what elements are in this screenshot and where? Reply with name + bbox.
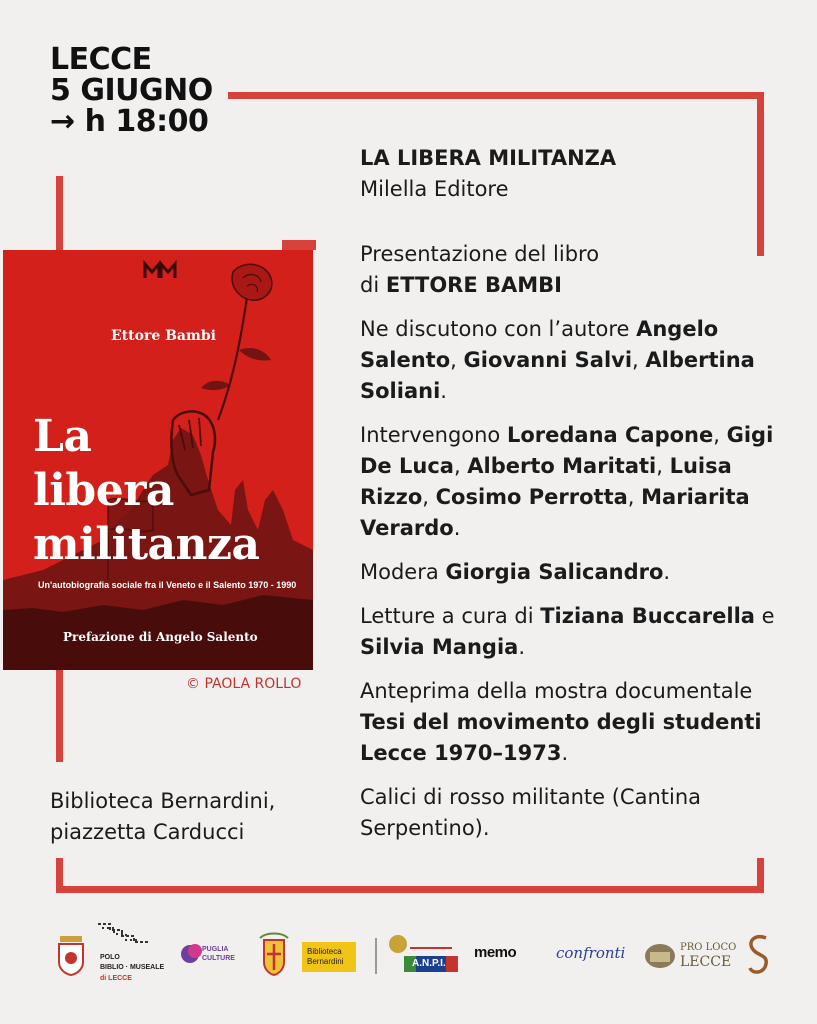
speakers-prefix: Intervengono bbox=[360, 423, 507, 447]
biblioteca-line: Biblioteca bbox=[307, 947, 342, 956]
presentation bbox=[360, 239, 800, 301]
reader-name: Tiziana Buccarella bbox=[540, 604, 755, 628]
separator: . bbox=[440, 379, 447, 403]
puglia-p-icon bbox=[180, 940, 204, 968]
separator: , bbox=[713, 423, 727, 447]
moderator-name: Giorgia Salicandro bbox=[445, 560, 664, 584]
speakers bbox=[360, 420, 800, 544]
puglia-line: PUGLIA bbox=[202, 946, 229, 953]
speaker-name: Loredana Capone bbox=[506, 423, 714, 447]
provincia-crest-icon bbox=[258, 932, 290, 976]
confronti-logo: confronti bbox=[556, 944, 626, 962]
cover-subtitle: Un'autobiografia sociale fra il Veneto e il Salento 1970 - 1990 bbox=[38, 580, 297, 590]
proloco-arch-icon bbox=[644, 942, 676, 970]
cantina-serpentino-icon bbox=[744, 932, 774, 978]
frame-left-bottom-line bbox=[56, 858, 63, 893]
puglia-culture-logo bbox=[180, 940, 242, 970]
frame-bottom-line bbox=[56, 886, 764, 893]
separator: , bbox=[453, 454, 468, 478]
drinks: Calici di rosso militante (Cantina Serpentino). bbox=[360, 785, 702, 840]
moderator-prefix: Modera bbox=[360, 560, 446, 584]
venue bbox=[50, 786, 275, 848]
exhibit bbox=[360, 676, 800, 769]
memo-logo: memo bbox=[474, 944, 517, 961]
anpi-text: A.N.P.I. bbox=[412, 958, 446, 969]
polo-biblio-museale-logo bbox=[96, 920, 166, 990]
cover-preface: Prefazione di Angelo Salento bbox=[63, 630, 258, 644]
milella-logo-icon bbox=[143, 260, 177, 280]
presentation-prefix: Presentazione del libro bbox=[360, 242, 600, 266]
separator: . bbox=[663, 560, 671, 584]
venue-line: piazzetta Carducci bbox=[50, 820, 245, 844]
frame-right-bottom-line bbox=[757, 858, 764, 893]
separator: e bbox=[754, 604, 775, 628]
event-city: LECCE bbox=[50, 42, 152, 77]
reader-name: Silvia Mangia bbox=[360, 635, 519, 659]
event-time: → h 18:00 bbox=[50, 104, 209, 139]
sponsor-logos bbox=[0, 918, 817, 1008]
separator: , bbox=[632, 348, 646, 372]
separator: . bbox=[518, 635, 525, 659]
proloco-line: LECCE bbox=[680, 954, 732, 970]
frame-top-line bbox=[228, 92, 764, 99]
polo-line: POLO bbox=[100, 954, 120, 961]
anpi-badge-icon bbox=[388, 934, 460, 976]
separator: . bbox=[561, 741, 569, 765]
speaker-name: Alberto Maritati bbox=[467, 454, 657, 478]
separator: , bbox=[627, 485, 642, 509]
comune-crest-icon bbox=[56, 934, 86, 976]
readings-prefix: Letture a cura di bbox=[360, 604, 541, 628]
author-name: ETTORE BAMBI bbox=[385, 273, 562, 297]
discussants bbox=[360, 314, 800, 407]
readings bbox=[360, 601, 800, 663]
speaker-name: Gigi De Luca bbox=[360, 423, 774, 478]
separator: , bbox=[450, 348, 464, 372]
cover-title-line: libera bbox=[33, 465, 174, 516]
exhibit-title: Tesi del movimento degli studenti Lecce 1970–1973 bbox=[360, 710, 762, 765]
cover-title bbox=[33, 410, 260, 572]
proloco-line: PRO LOCO bbox=[680, 942, 737, 953]
anpi-logo bbox=[388, 934, 460, 976]
event-info bbox=[360, 143, 800, 844]
speaker-name: Mariarita Verardo bbox=[360, 485, 750, 540]
presentation-di: di bbox=[360, 273, 386, 297]
cover-title-line: La bbox=[33, 411, 92, 462]
frame-left-lower-line bbox=[56, 670, 63, 762]
biblioteca-bernardini-logo bbox=[302, 942, 356, 972]
separator: . bbox=[453, 516, 461, 540]
cover-title-line: militanza bbox=[33, 519, 260, 570]
proloco-lecce-logo bbox=[644, 940, 737, 974]
speaker-name: Cosimo Perrotta bbox=[435, 485, 628, 509]
biblioteca-line: Bernardini bbox=[307, 957, 344, 966]
logo-divider bbox=[375, 938, 377, 974]
puglia-line: CULTURE bbox=[202, 955, 235, 962]
venue-line: Biblioteca Bernardini, bbox=[50, 789, 276, 813]
frame-left-upper-line bbox=[56, 176, 63, 250]
discussant-name: Giovanni Salvi bbox=[463, 348, 633, 372]
separator: , bbox=[656, 454, 670, 478]
exhibit-prefix: Anteprima della mostra documentale bbox=[360, 679, 753, 703]
separator: , bbox=[422, 485, 436, 509]
event-date-block bbox=[50, 44, 213, 137]
publisher: Milella Editore bbox=[360, 177, 509, 201]
moderator bbox=[360, 557, 800, 588]
cover-author: Ettore Bambi bbox=[111, 328, 216, 344]
cover-corner-line bbox=[282, 240, 316, 250]
book-cover bbox=[3, 250, 313, 670]
photo-credit: © PAOLA ROLLO bbox=[186, 676, 302, 692]
speaker-name: Luisa Rizzo bbox=[360, 454, 732, 509]
event-date: 5 GIUGNO bbox=[50, 73, 213, 108]
discussant-name: Albertina Soliani bbox=[360, 348, 755, 403]
book-title: LA LIBERA MILITANZA bbox=[360, 146, 617, 170]
polo-pattern-icon bbox=[96, 920, 152, 948]
polo-line: di LECCE bbox=[100, 975, 132, 982]
discussants-prefix: Ne discutono con l’autore bbox=[360, 317, 637, 341]
discussant-name: Angelo Salento bbox=[360, 317, 719, 372]
polo-line: BIBLIO · MUSEALE bbox=[100, 964, 165, 971]
